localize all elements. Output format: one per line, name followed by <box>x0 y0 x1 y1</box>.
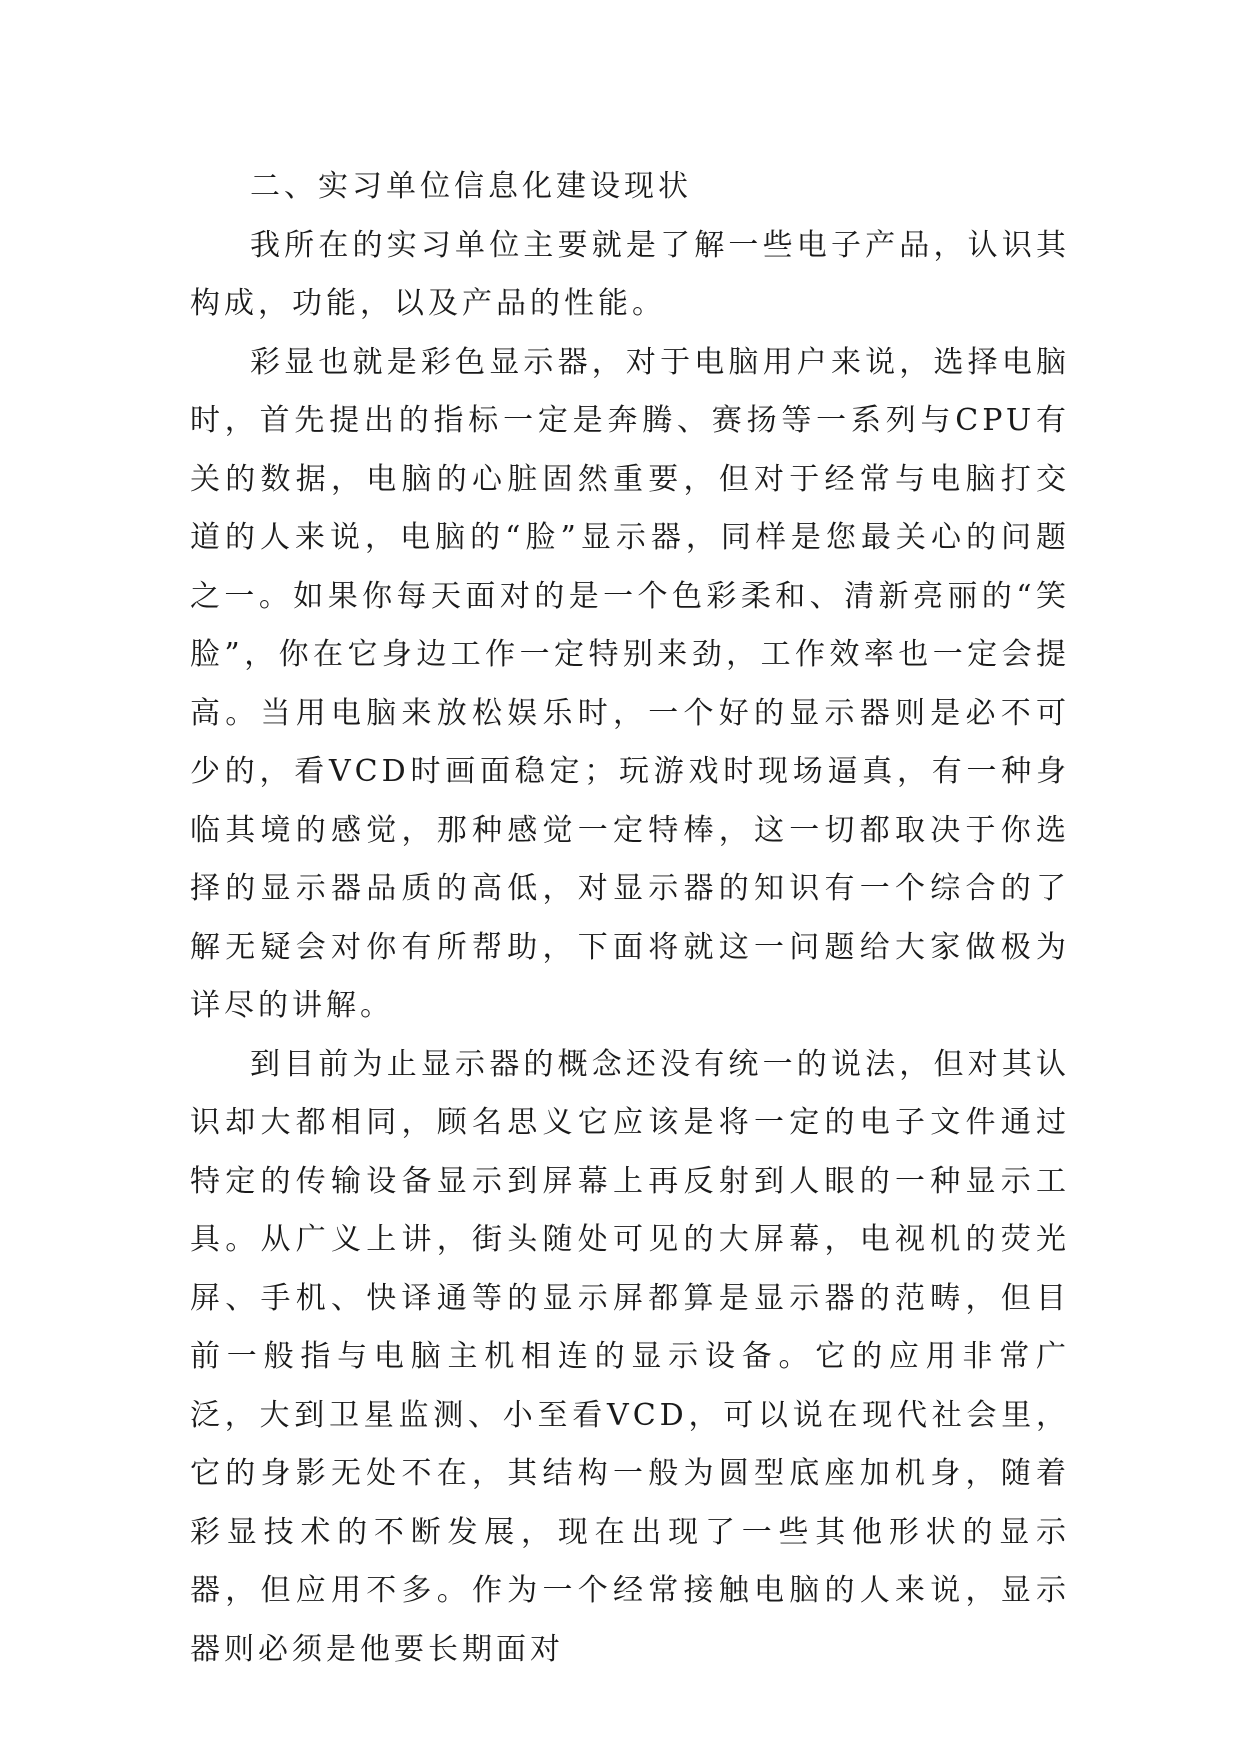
paragraph-color-monitor: 彩显也就是彩色显示器，对于电脑用户来说，选择电脑时，首先提出的指标一定是奔腾、赛扬等一系列与CPU有关的数据，电脑的心脏固然重要，但对于经常与电脑打交道的人来说，电脑的“脸”显示器，同样是您最关心的问题之一。如果你每天面对的是一个色彩柔和、清新亮丽的“笑脸”，你在它身边工作一定特别来劲，工作效率也一定会提高。当用电脑来放松娱乐时，一个好的显示器则是必不可少的，看VCD时画面稳定；玩游戏时现场逼真，有一种身临其境的感觉，那种感觉一定特棒，这一切都取决于你选择的显示器品质的高低，对显示器的知识有一个综合的了解无疑会对你有所帮助，下面将就这一问题给大家做极为详尽的讲解。 <box>190 344 1070 1023</box>
document-body <box>190 158 1070 1679</box>
section-heading: 二、实习单位信息化建设现状 <box>250 169 692 204</box>
paragraph-internship-unit: 我所在的实习单位主要就是了解一些电子产品，认识其构成，功能，以及产品的性能。 <box>190 227 1070 321</box>
paragraph-monitor-concept: 到目前为止显示器的概念还没有统一的说法，但对其认识却大都相同，顾名思义它应该是将一定的电子文件通过特定的传输设备显示到屏幕上再反射到人眼的一种显示工具。从广义上讲，街头随处可见的大屏幕，电视机的荧光屏、手机、快译通等的显示屏都算是显示器的范畴，但目前一般指与电脑主机相连的显示设备。它的应用非常广泛，大到卫星监测、小至看VCD，可以说在现代社会里，它的身影无处不在，其结构一般为圆型底座加机身，随着彩显技术的不断发展，现在出现了一些其他形状的显示器，但应用不多。作为一个经常接触电脑的人来说，显示器则必须是他要长期面对 <box>190 1046 1070 1667</box>
